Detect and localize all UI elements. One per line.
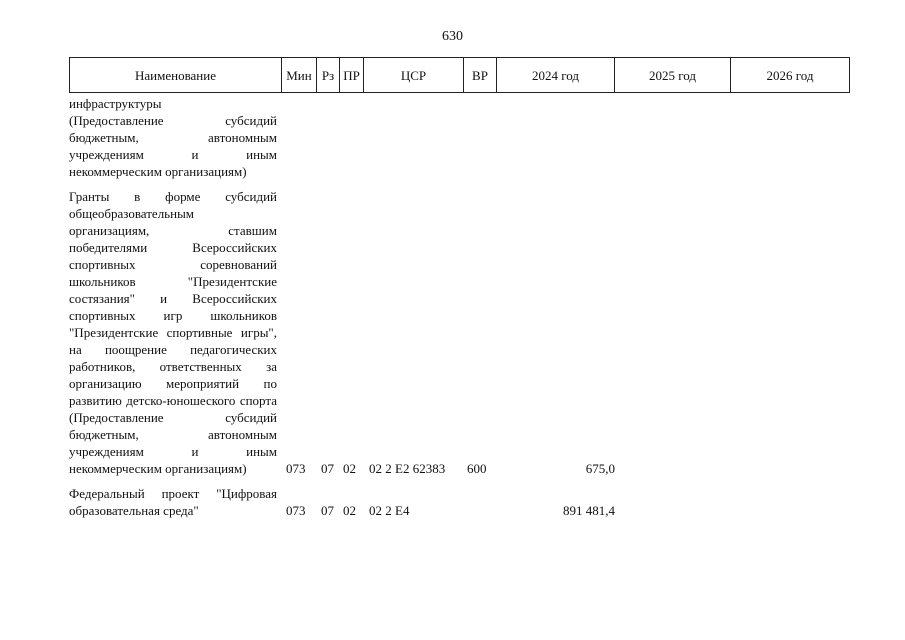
row-pr: 02	[343, 461, 356, 476]
row-amount-2024: 675,0	[585, 461, 615, 476]
row-amount-2024: 891 481,4	[563, 503, 615, 518]
table-row	[69, 485, 850, 519]
row-codes	[69, 460, 850, 477]
header-name: Наименование	[70, 58, 282, 92]
row-csr: 02 2 Е4	[369, 503, 410, 518]
row-min: 073	[286, 461, 306, 476]
header-year-2025: 2025 год	[615, 58, 731, 92]
row-min: 073	[286, 503, 306, 518]
header-csr: ЦСР	[364, 58, 464, 92]
header-vr: ВР	[464, 58, 497, 92]
table-row	[69, 188, 850, 477]
table-row	[69, 95, 850, 180]
row-rz: 07	[321, 461, 334, 476]
table-header	[69, 57, 850, 93]
table-body	[69, 95, 850, 527]
row-codes	[69, 163, 850, 180]
row-pr: 02	[343, 503, 356, 518]
page-number: 630	[442, 29, 463, 44]
header-year-2026: 2026 год	[766, 67, 814, 83]
header-min: Мин	[282, 58, 317, 92]
row-codes	[69, 502, 850, 519]
header-year-2024: 2024 год	[497, 58, 615, 92]
row-name: инфраструктуры (Предоставление субсидий бюджетным, автономным учреждениям и иным некоммерческим организациям)	[69, 96, 277, 179]
row-name: Федеральный проект "Цифровая образовательная среда"	[69, 486, 277, 518]
row-name: Гранты в форме субсидий общеобразовательным организациям, ставшим победителями Всероссийских спортивных соревнований школьников "Президентские состязания" и Всероссийских спортивных игр школьников "Президентские спортивные игры", на поощрение педагогических работников, ответственных за организацию мероприятий по развитию детско-юношеского спорта (Предоставление субсидий бюджетным, автономным учреждениям и иным некоммерческим организациям)	[69, 189, 277, 476]
header-pr: ПР	[340, 58, 364, 92]
row-rz: 07	[321, 503, 334, 518]
row-csr: 02 2 Е2 62383	[369, 461, 446, 476]
header-rz: Рз	[317, 58, 340, 92]
row-vr: 600	[467, 461, 487, 476]
